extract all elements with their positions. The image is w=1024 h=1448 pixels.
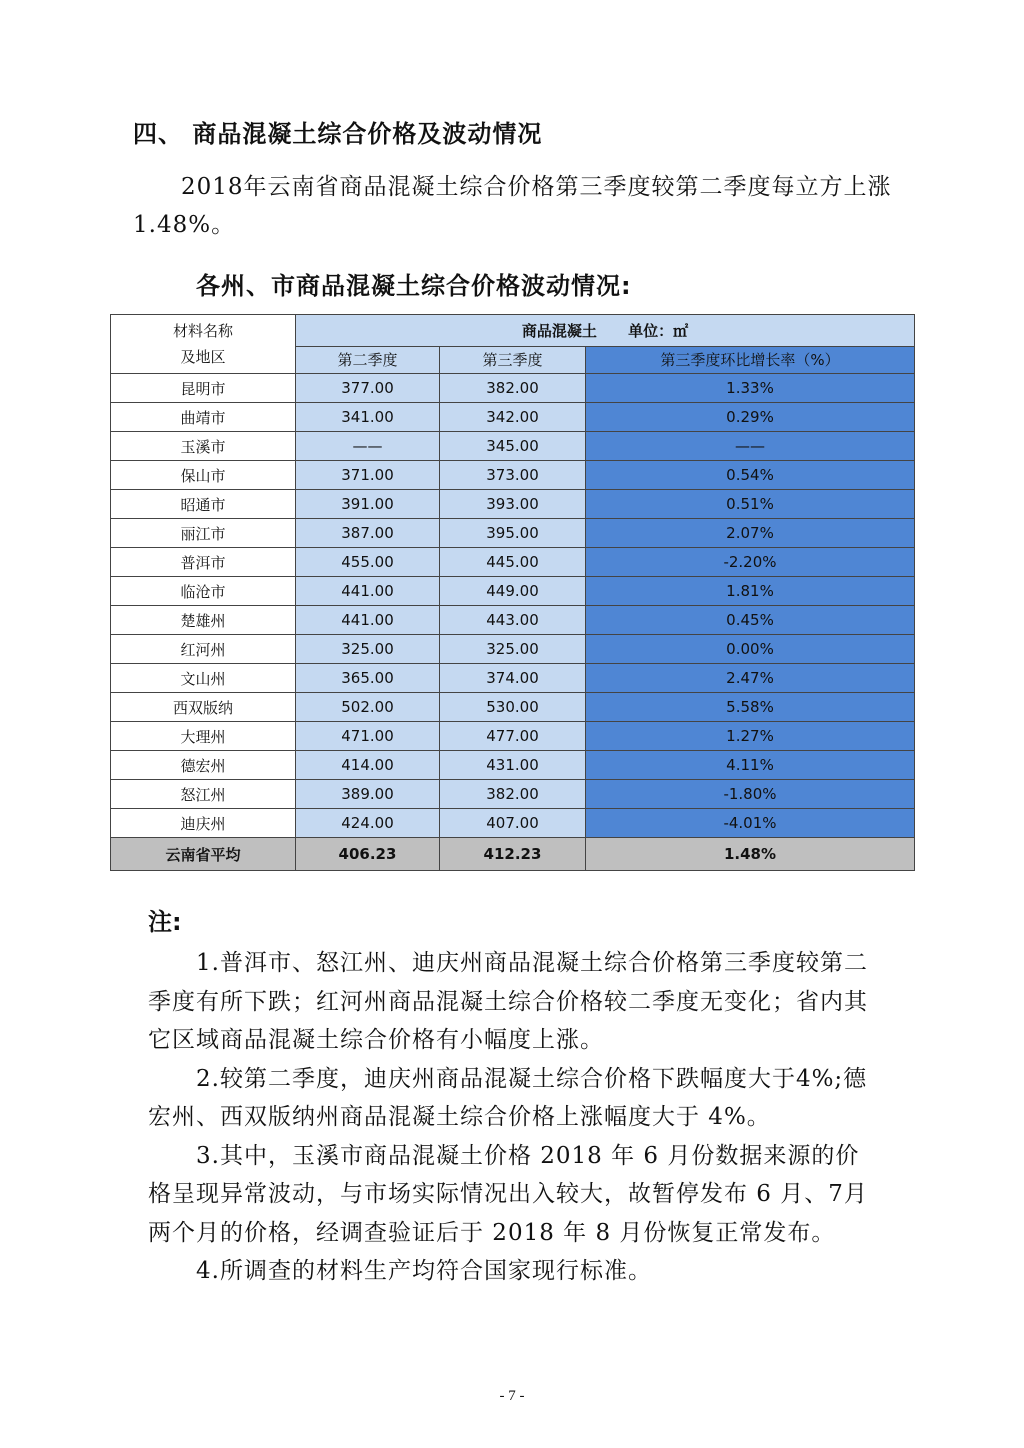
row-q2: —— [296, 432, 440, 461]
row-region: 昆明市 [111, 374, 296, 403]
row-growth-rate: 1.27% [586, 722, 915, 751]
table-row [111, 548, 915, 577]
row-q2: 387.00 [296, 519, 440, 548]
average-q2: 406.23 [296, 838, 440, 871]
row-q2: 471.00 [296, 722, 440, 751]
row-growth-rate: —— [586, 432, 915, 461]
header-q3: 第三季度 [440, 346, 586, 373]
row-growth-rate: -4.01% [586, 809, 915, 838]
row-q2: 455.00 [296, 548, 440, 577]
row-region: 西双版纳 [111, 693, 296, 722]
row-growth-rate: 0.54% [586, 461, 915, 490]
section-heading: 四、 商品混凝土综合价格及波动情况 [133, 120, 543, 148]
table-row [111, 780, 915, 809]
header-q2: 第二季度 [296, 346, 440, 373]
row-q3: 342.00 [440, 403, 586, 432]
row-q2: 441.00 [296, 577, 440, 606]
table-row [111, 751, 915, 780]
row-region: 楚雄州 [111, 606, 296, 635]
row-q3: 407.00 [440, 809, 586, 838]
row-growth-rate: 1.33% [586, 374, 915, 403]
table-row [111, 490, 915, 519]
row-q3: 373.00 [440, 461, 586, 490]
row-region: 玉溪市 [111, 432, 296, 461]
row-growth-rate: 0.45% [586, 606, 915, 635]
table-row [111, 403, 915, 432]
row-q3: 382.00 [440, 780, 586, 809]
row-region: 临沧市 [111, 577, 296, 606]
row-q2: 441.00 [296, 606, 440, 635]
row-region: 文山州 [111, 664, 296, 693]
row-region: 德宏州 [111, 751, 296, 780]
row-region: 丽江市 [111, 519, 296, 548]
row-q2: 414.00 [296, 751, 440, 780]
note-item: 2.较第二季度，迪庆州商品混凝土综合价格下跌幅度大于4%;德宏州、西双版纳州商品混凝土综合价格上涨幅度大于 4%。 [148, 1065, 868, 1130]
notes-title: 注: [148, 908, 182, 936]
row-region: 红河州 [111, 635, 296, 664]
row-q2: 502.00 [296, 693, 440, 722]
header-unit: 商品混凝土 单位：㎡ [296, 315, 915, 347]
row-q3: 449.00 [440, 577, 586, 606]
row-q3: 431.00 [440, 751, 586, 780]
row-q3: 530.00 [440, 693, 586, 722]
row-growth-rate: 2.07% [586, 519, 915, 548]
table-row [111, 664, 915, 693]
row-growth-rate: 0.00% [586, 635, 915, 664]
row-q3: 445.00 [440, 548, 586, 577]
row-growth-rate: 0.29% [586, 403, 915, 432]
table-body [111, 374, 915, 838]
row-q3: 345.00 [440, 432, 586, 461]
table-row [111, 809, 915, 838]
row-growth-rate: 0.51% [586, 490, 915, 519]
row-region: 曲靖市 [111, 403, 296, 432]
row-region: 普洱市 [111, 548, 296, 577]
table-row [111, 635, 915, 664]
price-table [110, 314, 915, 871]
table-row [111, 374, 915, 403]
average-rate: 1.48% [586, 838, 915, 871]
intro-paragraph: 2018年云南省商品混凝土综合价格第三季度较第二季度每立方上涨1.48%。 [133, 174, 892, 238]
average-q3: 412.23 [440, 838, 586, 871]
row-region: 大理州 [111, 722, 296, 751]
row-q3: 382.00 [440, 374, 586, 403]
table-title: 各州、市商品混凝土综合价格波动情况: [196, 272, 632, 300]
row-q3: 477.00 [440, 722, 586, 751]
row-region: 保山市 [111, 461, 296, 490]
row-growth-rate: -2.20% [586, 548, 915, 577]
note-item: 3.其中，玉溪市商品混凝土价格 2018 年 6 月份数据来源的价格呈现异常波动，与市场实际情况出入较大，故暂停发布 6 月、7月两个月的价格，经调查验证后于 2018 年 8 月份恢复正常发布。 [148, 1142, 868, 1246]
row-growth-rate: 2.47% [586, 664, 915, 693]
header-material-region-text: 材料名称 及地区 [172, 322, 233, 366]
row-q2: 424.00 [296, 809, 440, 838]
row-q2: 371.00 [296, 461, 440, 490]
row-region: 怒江州 [111, 780, 296, 809]
row-q2: 365.00 [296, 664, 440, 693]
table-row [111, 432, 915, 461]
note-item: 4.所调查的材料生产均符合国家现行标准。 [196, 1258, 652, 1284]
table-row [111, 519, 915, 548]
row-growth-rate: -1.80% [586, 780, 915, 809]
row-q3: 443.00 [440, 606, 586, 635]
table-row [111, 606, 915, 635]
row-growth-rate: 4.11% [586, 751, 915, 780]
row-q3: 325.00 [440, 635, 586, 664]
row-q3: 395.00 [440, 519, 586, 548]
row-region: 迪庆州 [111, 809, 296, 838]
row-region: 昭通市 [111, 490, 296, 519]
row-q2: 389.00 [296, 780, 440, 809]
average-region: 云南省平均 [111, 838, 296, 871]
header-material-region [111, 315, 296, 374]
row-growth-rate: 1.81% [586, 577, 915, 606]
note-item: 1.普洱市、怒江州、迪庆州商品混凝土综合价格第三季度较第二季度有所下跌；红河州商品混凝土综合价格较二季度无变化；省内其它区域商品混凝土综合价格有小幅度上涨。 [148, 950, 868, 1053]
table-row [111, 693, 915, 722]
row-q2: 391.00 [296, 490, 440, 519]
row-growth-rate: 5.58% [586, 693, 915, 722]
row-q2: 377.00 [296, 374, 440, 403]
average-row [111, 838, 915, 871]
row-q2: 341.00 [296, 403, 440, 432]
table-row [111, 577, 915, 606]
table-row [111, 722, 915, 751]
row-q2: 325.00 [296, 635, 440, 664]
row-q3: 374.00 [440, 664, 586, 693]
row-q3: 393.00 [440, 490, 586, 519]
table-row [111, 461, 915, 490]
page-number: - 7 - [499, 1388, 525, 1404]
header-growth-rate: 第三季度环比增长率（%） [586, 346, 915, 373]
notes-list [148, 944, 882, 1291]
